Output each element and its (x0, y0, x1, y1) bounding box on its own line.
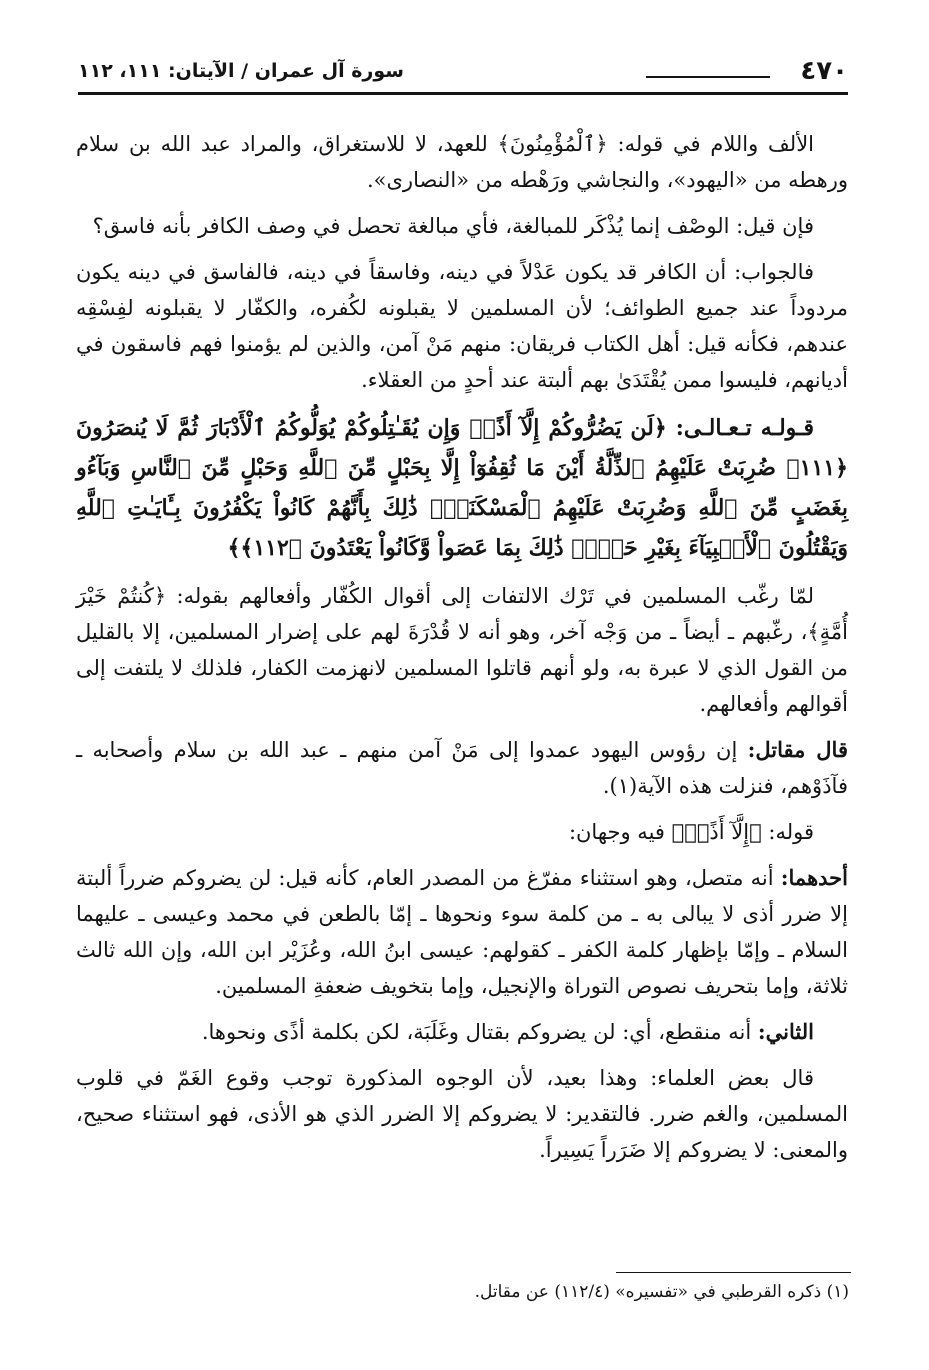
verse-intro: قـولـه تـعـالـى: (675, 415, 814, 441)
muqatil-lead: قال مقاتل: (747, 737, 848, 762)
paragraph-answer: فالجواب: أن الكافر قد يكون عَدْلاً في دينه، وفاسقاً في دينه، فالفاسق في دينه يكون مردوداً عند جميع الطوائف؛ لأن المسلمين لا يقبلونه لكُفره، والكفّار لا يقبلونه لفِسْقِه عندهم، فكأنه قيل: أهل الكتاب فريقان: منهم مَنْ آمن، والذين لم يؤمنوا فهم فاسقون في أديانهم، فليسوا ممن يُقْتَدَىٰ بهم ألبتة عند أحدٍ من العقلاء. (76, 260, 848, 392)
paragraph-question: فإن قيل: الوصْف إنما يُذْكَر للمبالغة، فأي مبالغة تحصل في وصف الكافر بأنه فاسق؟ (92, 214, 814, 238)
header-divider-short (646, 76, 770, 78)
paragraph-final: قال بعض العلماء: وهذا بعيد، لأن الوجوه المذكورة توجب وقوع الغَمّ في قلوب المسلمين، والغم ضرر. فالتقدير: لا يضروكم إلا الضرر الذي هو الأذى، فهو استثناء صحيح، والمعنى: لا يضروكم إلا ضَرَراً يَسِيراً. (76, 1066, 848, 1162)
second-aspect-text: أنه منقطع، أي: لن يضروكم بقتال وغَلَبَة، لكن بكلمة أذًى ونحوها. (201, 1020, 752, 1044)
verse-text: ﴿لَن يَضُرُّوكُمْ إِلَّآ أَذًىۖ وَإِن يُقَـٰتِلُوكُمْ يُوَلُّوكُمُ ٱلْأَدْبَارَ ثُمَّ لَا يُنصَرُونَ ﴿١١١﴾ ضُرِبَتْ عَلَيْهِمُ ٱلذِّلَّةُ أَيْنَ مَا ثُقِفُوٓاْ إِلَّا بِحَبْلٍ مِّنَ ٱللَّهِ وَحَبْلٍ مِّنَ ٱلنَّاسِ وَبَآءُو بِغَضَبٍ مِّنَ ٱللَّهِ وَضُرِبَتْ عَلَيْهِمُ ٱلْمَسْكَنَةُۚ ذَٰلِكَ بِأَنَّهُمْ كَانُواْ يَكْفُرُونَ بِـَٔايَـٰتِ ٱللَّهِ وَيَقْتُلُونَ ٱلْأَنۢبِيَآءَ بِغَيْرِ حَقٍّۚ ذَٰلِكَ بِمَا عَصَواْ وَّكَانُواْ يَعْتَدُونَ ﴿١١٢﴾﴾ (76, 415, 848, 561)
header-rule (78, 92, 848, 95)
page-number: ٤٧٠ (800, 56, 848, 86)
muqatil-text: إن رؤوس اليهود عمدوا إلى مَنْ آمن منهم ـ عبد الله بن سلام وأصحابه ـ فآذَوْهم، فنزلت هذه الآية(١). (76, 738, 848, 798)
surah-title: سورة آل عمران / الآيتان: ١١١، ١١٢ (78, 60, 404, 82)
paragraph-second-aspect (76, 1014, 848, 1050)
footnote-rule (616, 1272, 851, 1273)
footnote: (١) ذكره القرطبي في «تفسيره» (١١٢/٤) عن مقاتل. (474, 1282, 849, 1302)
page-header (78, 52, 848, 98)
first-aspect-lead: أحدهما: (780, 865, 848, 890)
verse-block (76, 408, 848, 568)
paragraph-alif-lam: الألف واللام في قوله: ﴿ٱلْمُؤْمِنُونَ﴾ للعهد، لا للاستغراق، والمراد عبد الله بن سلام ورهطه من «اليهود»، والنجاشي ورَهْطه من «النصارى». (76, 132, 848, 192)
paragraph-qawluhu: قوله: ﴿إِلَّآ أَذًىۖ﴾ فيه وجهان: (568, 820, 814, 844)
second-aspect-lead: الثاني: (757, 1019, 814, 1044)
first-aspect-text: أنه متصل، وهو استثناء مفرّغ من المصدر العام، كأنه قيل: لن يضروكم ضرراً ألبتة إلا ضرر أذى لا يبالى به ـ من كلمة سوء ونحوها ـ إمّا بالطعن في محمد وعيسى ـ عليهما السلام ـ وإمّا بإظهار كلمة الكفر ـ كقولهم: عيسى ابنُ الله، وعُزَيْر ابن الله، وإن الله ثالث ثلاثة، وإما بتحريف نصوص التوراة والإنجيل، وإما بتخويف ضعفةِ المسلمين. (76, 866, 848, 998)
paragraph-muqatil (76, 732, 848, 804)
paragraph-first-aspect (76, 860, 848, 1004)
paragraph-tarhib: لمّا رغّب المسلمين في تَرْك الالتفات إلى أقوال الكُفّار وأفعالهم بقوله: ﴿كُنتُمْ خَيْرَ أُمَّةٍ﴾، رغّبهم ـ أيضاً ـ من وَجْه آخر، وهو أنه لا قُدْرَةَ لهم على إضرار المسلمين، إلا بالقليل من القول الذي لا عبرة به، ولو أنهم قاتلوا المسلمين لانهزمت الكفار، فلذلك لا يلتفت إلى أقوالهم وأفعالهم. (76, 584, 848, 716)
page-body (76, 126, 848, 1178)
